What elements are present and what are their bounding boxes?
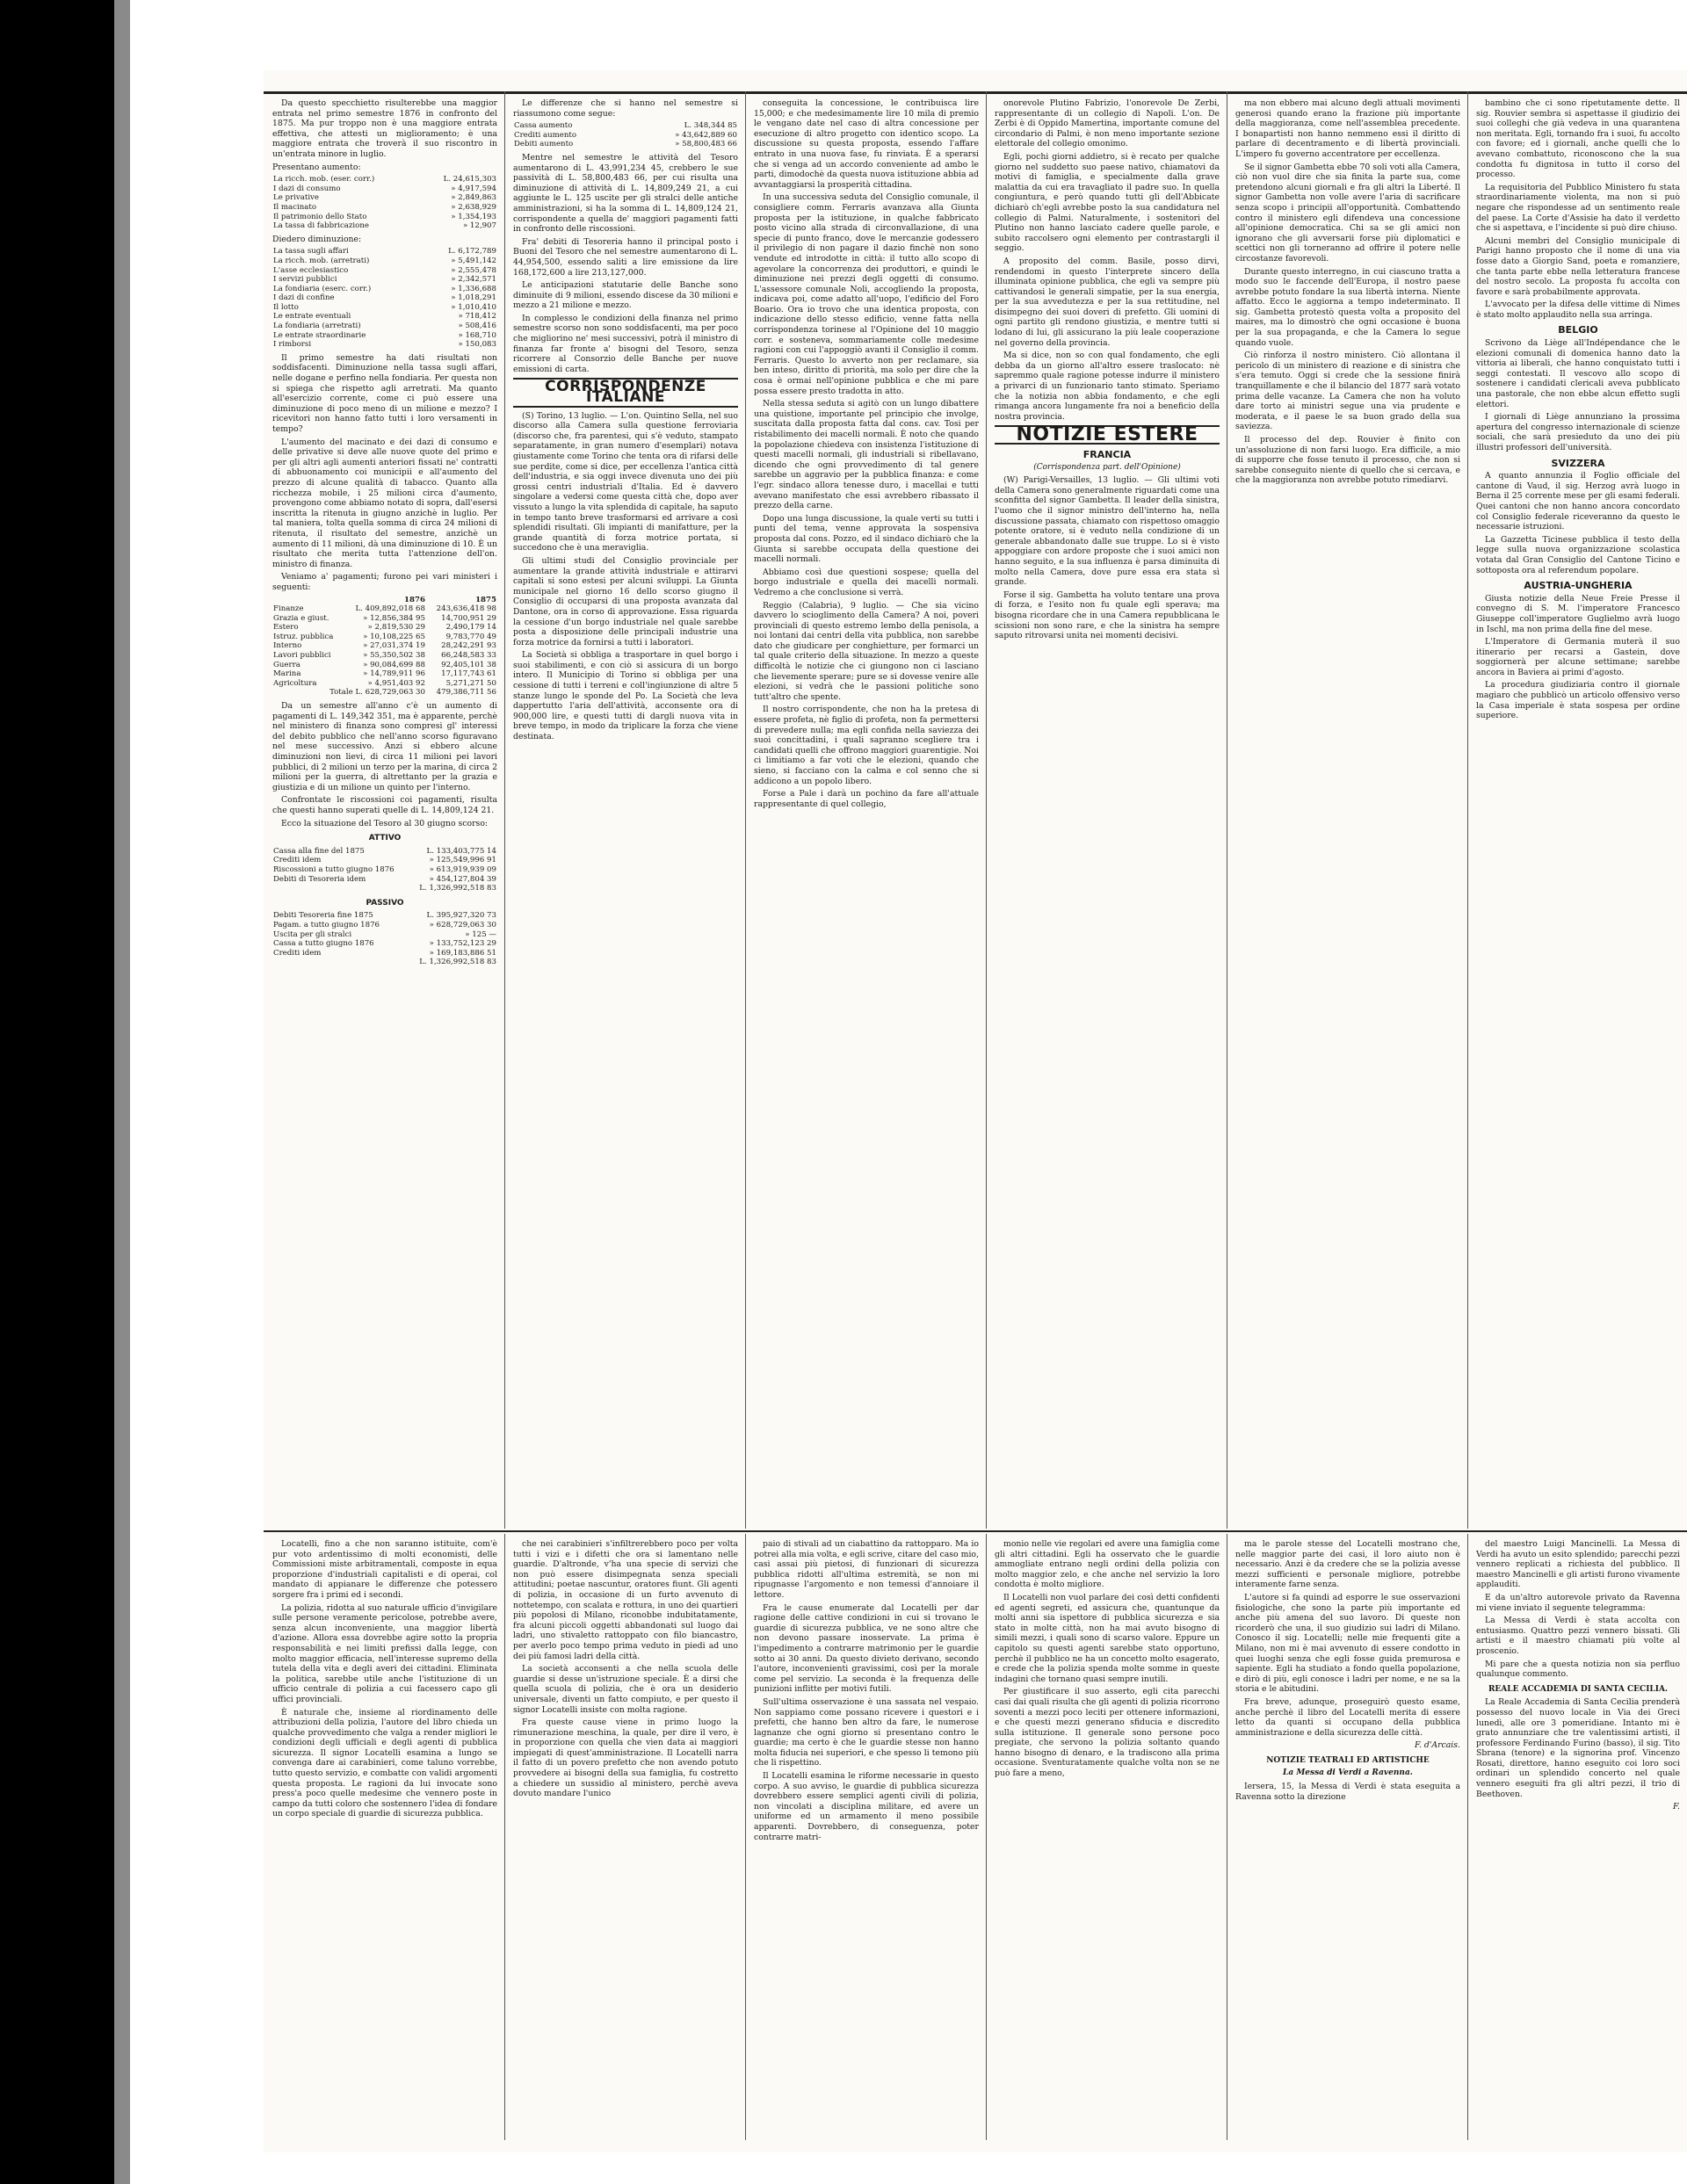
- column-separator: [504, 91, 505, 1529]
- paragraph: Il Locatelli non vuol parlare dei così detti confidenti ed agenti segreti, ed assicura che, quantunque da molti anni sia ispettore di pubblica sicurezza e sia stato in molte città, non ha mai avuto bisogno di simili mezzi, i quali sono di scarso valore. Eppure un capitolo su questi agenti sarebbe stato opportuno, perchè il pubblico ne ha un concetto molto esagerato, e crede che la polizia spenda molte somme in queste indagini che tornano quasi sempre inutili.: [995, 1592, 1220, 1684]
- paragraph: onorevole Plutino Fabrizio, l'onorevole De Zerbi, rappresentante di un collegio di Napoli. L'on. De Zerbi è di Oppido Mamertina, importante comune del circondario di Palmi, è non meno importante sezione elettorale del collegio omonimo.: [995, 98, 1220, 149]
- column-5: [1235, 98, 1460, 1522]
- paragraph: L'autore si fa quindi ad esporre le sue osservazioni fisiologiche, che sono la parte più importante ed anche più amena del suo lavoro. Di queste non ricorderò che una, il suo giudizio sui ladri di Milano. Conosco il sig. Locatelli; nelle mie frequenti gite a Milano, non mi è mai avvenuto di essere condotto in quei luoghi senza che egli fosse guida premurosa e sapiente. Egli ha studiato a fondo quella popolazione, e dirò di più, egli conosce i ladri per nome, e ne sa la storia e le abitudini.: [1235, 1592, 1460, 1695]
- author-signature: F. d'Arcais.: [1414, 1740, 1460, 1751]
- paragraph: Scrivono da Liège all'Indépendance che le elezioni comunali di domenica hanno dato la vittoria ai liberali, che hanno conquistato tutti i seggi contestati. Il vescovo allo scopo di sostenere i candidati clericali aveva pubblicato una pastorale, che non ebbe alcun effetto sugli elettori.: [1476, 338, 1680, 409]
- diminuzione-table: La tassa sugli affari L. 6,172,789 La ricch. mob. (arretrati) » 5,491,142 L'asse ecclesiastico » 2,555,478 I servizi pubblici » 2,342,571 La fondiaria (eserc. corr.) » 1,336,688 I dazi di confine » 1,018,291 Il lotto » 1,010,410 Le entrate eventuali » 718,412 La fondiaria (arretrati) » 508,416 Le entrate straordinarie » 168,710 I rimborsi » 150,083: [273, 247, 496, 350]
- attivo-table: Cassa alla fine del 1875 L. 133,403,775 14 Crediti idem » 125,549,996 91 Riscossioni a tutto giugno 1876 » 613,919,939 09 Debiti di Tesoreria idem » 454,127,804 39 L. 1,326,992,518 83: [273, 846, 496, 893]
- column-separator: [745, 91, 746, 1529]
- paragraph: Gli ultimi studi del Consiglio provinciale per aumentare la grande attività industriale e attirarvi capitali si sono estesi per alcuni sviluppi. La Giunta municipale nel giorno 16 dello scorso giugno il Consiglio di occuparsi di una proposta avanzata dal Dantone, ora in corso di approvazione. Essa riguarda la cessione d'un borgo industriale nel quale sarebbe posta a disposizione delle principali industrie una forza motrice da fornirsi a tutti i laboratori.: [513, 555, 738, 647]
- subsection-subtitle: (Corrispondenza part. dell'Opinione): [1033, 462, 1181, 472]
- passivo-table: Debiti Tesoreria fine 1875 L. 395,927,320 73 Pagam. a tutto giugno 1876 » 628,729,063 30 Uscita per gli stralci » 125 — Cassa a tutto giugno 1876 » 133,752,123 29 Crediti idem » 169,183,886 51 L. 1,326,992,518 83: [273, 911, 496, 967]
- top-rule: [264, 91, 1687, 94]
- paragraph: Le anticipazioni statutarie delle Banche sono diminuite di 9 milioni, essendo discese da 30 milioni e mezzo a 21 milione e mezzo.: [513, 280, 738, 311]
- paragraph: ma non ebbero mai alcuno degli attuali movimenti generosi quando erano la frazione più importante della maggioranza, come nell'assemblea precedente. I bonapartisti non hanno nemmeno essi il diritto di parlare di decentramento e di libertà provinciali. L'impero fu governo accentratore per eccellenza.: [1235, 98, 1460, 159]
- paragraph: Il primo semestre ha dati risultati non soddisfacenti. Diminuzione nella tassa sugli affari, nelle dogane e perfino nella fondiaria. Per questa non si spiega che rispetto agli arretrati. Ma quanto all'esercizio corrente, come ci può essere una diminuzione di poco meno di un milione e mezzo? I ricevitori non hanno fatto tutti i loro versamenti in tempo?: [272, 352, 497, 434]
- column-4: [995, 98, 1220, 1522]
- paragraph: Reggio (Calabria), 9 luglio. — Che sia vicino davvero lo scioglimento della Camera? A noi, poveri provinciali di questo estremo lembo della penisola, a noi lontani dai centri della vita pubblica, non sarebbe dato che giudicare per conghietture, per formarci un tal quale criterio della situazione. In mezzo a queste difficoltà le notizie che ci giungono non ci lasciano che lievemente sperare; pure se si dovesse venire alle elezioni, si vedrà che le passioni politiche sono tutt'altro che spente.: [754, 600, 979, 702]
- paragraph: Giusta notizie della Neue Freie Presse il convegno di S. M. l'imperatore Francesco Giuseppe coll'imperatore Guglielmo avrà luogo in Ischl, ma non prima della fine del mese.: [1476, 593, 1680, 634]
- paragraph: La polizia, ridotta al suo naturale ufficio d'invigilare sulle persone veramente pericolose, potrebbe avere, senza alcun inconveniente, una maggior libertà d'azione. Allora essa dovrebbe agire sotto la propria responsabilità e nei limiti prefissi dalla legge, con molto maggior efficacia, nell'interesse supremo della tutela della vita e degli averi dei cittadini. Eliminata la politica, sarebbe utile anche l'istituzione di un ufficio centrale di polizia a cui facessero capo gli uffici provinciali.: [272, 1602, 497, 1704]
- paragraph: La Messa di Verdi è stata accolta con entusiasmo. Quattro pezzi vennero bissati. Gli artisti e il maestro chiamati più volte al proscenio.: [1476, 1616, 1680, 1656]
- paragraph: Iersera, 15, la Messa di Verdi è stata eseguita a Ravenna sotto la direzione: [1235, 1782, 1460, 1802]
- paragraph: Le differenze che si hanno nel semestre si riassumono come segue:: [513, 98, 738, 119]
- paragraph: Egli, pochi giorni addietro, si è recato per qualche giorno nel suddetto suo paese nativo, chiamatovi da motivi di famiglia, e specialmente dalla grave malattia da cui era travagliato il padre suo. In quella congiuntura, e però quando tutti gli dell'Abbicate dichiarò ch'egli avrebbe posto la sua candidatura nel collegio di Palmi. Naturalmente, i sostenitori del Plutino non hanno lasciato cadere quelle parole, e subito raccolsero ogni elemento per contrastargli il seggio.: [995, 151, 1220, 254]
- paragraph: Da un semestre all'anno c'è un aumento di pagamenti di L. 149,342 351, ma è apparente, perchè nel ministero di finanza sono compresi gl' interessi del debito pubblico che nell'anno scorso figuravano nel mese successivo. Anzi si ebbero alcune diminuzioni non lievi, di circa 11 milioni pei lavori pubblici, di 2 milioni un terzo per la marina, di circa 2 milioni per la guerra, di altrettanto per la grazia e giustizia e di un milione un quinto per l'interno.: [272, 701, 497, 792]
- paragraph: Nella stessa seduta si agitò con un lungo dibattere una quistione, importante pel principio che involge, suscitata dalla proposta fatta dal cons. cav. Tosi per ristabilimento dei macelli normali. È noto che quando la popolazione chiedeva con insistenza l'istituzione di questi macelli normali, gli industriali si ribellavano, dicendo che ogni provvedimento di tal genere sarebbe un aggravio per la pubblica finanza: e come l'egr. sindaco allora tenesse duro, i macellai e tutti avevano manifestato che essi avrebbero ribassato il prezzo della carne.: [754, 399, 979, 511]
- subsection-title-francia: FRANCIA: [1082, 449, 1132, 460]
- passivo-heading: PASSIVO: [366, 898, 404, 908]
- paragraph: bambino che ci sono ripetutamente dette. Il sig. Rouvier sembra si aspettasse il giudizio dei suoi colleghi che già vedeva in una quarantena non meritata. Egli, tornando fra i suoi, fu accolto con favore; ed i giornali, anche quelli che lo avevano combattuto, riconoscono che la sua condotta fu dignitosa in tutto il corso del processo.: [1476, 98, 1680, 180]
- column-separator: [1467, 91, 1468, 1529]
- scan-border-stripe: [114, 0, 130, 2184]
- paragraph: In complesso le condizioni della finanza nel primo semestre scorso non sono soddisfacenti, ma per poco che migliorino ne' mesi successivi, potrà il ministro di finanza far fronte a' bisogni del Tesoro, senza ricorrere al Consorzio delle Banche per nuove emissioni di carta.: [513, 313, 738, 374]
- paragraph: Fra le cause enumerate dal Locatelli per dar ragione delle cattive condizioni in cui si trovano le guardie di sicurezza pubblica, ve ne sono altre che non devono passare inosservate. La prima è l'impedimento a contrarre matrimonio per le guardie sotto ai 30 anni. Da questo divieto derivano, secondo l'autore, inconvenienti gravissimi, così per la morale come pel servizio. La seconda è la frequenza delle punizioni inflitte per motivi futili.: [754, 1602, 979, 1695]
- column-1: [272, 98, 497, 1522]
- section-title-notizie-estere: NOTIZIE ESTERE: [995, 425, 1220, 445]
- paragraph: Alcuni membri del Consiglio municipale di Parigi hanno proposto che il nome di una via fosse dato a Giorgio Sand, poeta e romanziere, che tanta parte ebbe nella letteratura francese del nostro secolo. La proposta fu accolta con favore e sarà probabilmente approvata.: [1476, 235, 1680, 297]
- paragraph: E da un'altro autorevole privato da Ravenna mi viene inviato il seguente telegramma:: [1476, 1592, 1680, 1613]
- paragraph: Per giustificare il suo asserto, egli cita parecchi casi dai quali risulta che gli agenti di polizia ricorrono soventi a mezzi poco leciti per ottenere informazioni, e che questi mezzi generano sfiducia e discredito sulla istituzione. Il generale sono persone poco pregiate, che servono la polizia soltanto quando hanno bisogno di denaro, e la tradiscono alla prima occasione. Sventuratamente qualche volta non se ne può fare a meno,: [995, 1687, 1220, 1779]
- paragraph: Mentre nel semestre le attività del Tesoro aumentarono di L. 43,991,234 45, crebbero le sue passività di L. 58,800,483 66, per cui risulta una diminuzione di attività di L. 14,809,249 21, a cui aggiunte le L. 125 uscite per gli stralci delle antiche amministrazioni, si ha la somma di L. 14,809,124 21, corrispondente a quella de' maggiori pagamenti fatti in confronto delle riscossioni.: [513, 152, 738, 235]
- paragraph: (W) Parigi-Versailles, 13 luglio. — Gli ultimi voti della Camera sono generalmente riguardati come una sconfitta del signor Gambetta. Il leader della sinistra, l'uomo che il signor ministro dell'interno ha, nella discussione passata, chiamato con rispettoso omaggio potente oratore, si è veduto nella condizione di un generale abbandonato dalle sue truppe. Lo si è visto appoggiare con ardore proposte che i suoi amici non hanno seguito, e la sua influenza è parsa diminuita di molto nella Camera, dove pure essa era stata sì grande.: [995, 475, 1220, 588]
- paragraph: La procedura giudiziaria contro il giornale magiaro che pubblicò un articolo offensivo verso la Casa imperiale è stata sospesa per ordine superiore.: [1476, 680, 1680, 721]
- feuilleton-column-5: [1235, 1539, 1460, 2145]
- paragraph: L'avvocato per la difesa delle vittime di Nimes è stato molto applaudito nella sua arringa.: [1476, 300, 1680, 320]
- feuilleton-column-3: [754, 1539, 979, 2145]
- paragraph: L'aumento del macinato e dei dazi di consumo e delle privative si deve alle nuove quote del primo e per gli altri agli aumenti anteriori fissati ne' contratti di abbuonamento coi municipii e all'aumento del prezzo di alcune qualità di tabacco. Quanto alla ricchezza mobile, i 25 milioni circa d'aumento, provengono come abbiamo notato di sopra, dall'esersi inscritta la ritenuta in giugno anzichè in luglio. Per tal maniera, tolta quella somma di circa 24 milioni di ritenuta, il risultato del semestre, anzichè un aumento di 11 milioni, dà una diminuzione di 10. È un risultato che merita tutta l'attenzione dell'on. ministro di finanza.: [272, 437, 497, 569]
- paragraph: La Società si obbliga a trasportare in quel borgo i suoi stabilimenti, e con ciò si assicura di un borgo intero. Il Municipio di Torino si obbliga per una cessione di tutti i terreni e coll'ingiunzione di altre 5 stanze lungo le sponde del Po. La Società che leva dappertutto l'aria dell'attività, acconsente ora di 900,000 lire, e questi tutti di dargli nuova vita in breve tempo, in modo da triplicare la forza che viene destinata.: [513, 650, 738, 742]
- paragraph: In una successiva seduta del Consiglio comunale, il consigliere comm. Ferraris avanzava alla Giunta proposta per la istituzione, in qualche fabbricato posto vicino alla strada di circonvallazione, di una specie di punto franco, dove le mercanzie godessero il privilegio di non pagare il dazio finchè non sono vendute ed introdotte in città: il tutto allo scopo di agevolare la concorrenza dei produttori, e quindi le diminuzione nei prezzi degli oggetti di consumo. L'assessore comunale Noli, accogliendo la proposta, indicava poi, come adatto all'uopo, l'edificio del Foro Boario. Ora io trovo che una identica proposta, con indicazione dello stesso edificio, venne fatta nella corrispondenza torinese al l'Opinione del 10 maggio corr. e sosteneva, sommariamente colle medesime ragioni con cui l'appoggiò avanti il Consiglio il comm. Ferraris. Questo lo avverto non per reclamare, sia ben inteso, diritto di priorità, ma solo per dire che la cosa è ormai nell'opinione pubblica e che mi pare possa essere presto tradotta in atto.: [754, 192, 979, 396]
- paragraph: Confrontate le riscossioni coi pagamenti, risulta che questi hanno superati quelle di L. 14,809,124 21.: [272, 795, 497, 815]
- column-separator: [504, 1534, 505, 2140]
- feuilleton-column-2: [513, 1539, 738, 2145]
- attivo-heading: ATTIVO: [368, 834, 402, 843]
- paragraph-heading: Presentano aumento:: [272, 162, 361, 172]
- paragraph: Ma si dice, non so con qual fondamento, che egli debba da un giorno all'altro essere traslocato: nè sapremmo quale ragione potesse indurre il ministero a privarci di un funzionario tanto stimato. Speriamo che la notizia non abbia fondamento, e che egli rimanga ancora lungamente fra noi a beneficio della nostra provincia.: [995, 351, 1220, 422]
- differenze-table: Cassa aumento L. 348,344 85 Crediti aumento » 43,642,889 60 Debiti aumento » 58,800,483 66: [514, 121, 737, 149]
- paragraph: ma le parole stesse del Locatelli mostrano che, nelle maggior parte dei casi, il loro aiuto non è necessario. Anzi è da credere che se la polizia avesse mezzi sufficienti e personale migliore, potrebbe interamente farne senza.: [1235, 1539, 1460, 1590]
- paragraph: A quanto annunzia il Foglio officiale del cantone di Vaud, il sig. Herzog avrà luogo in Berna il 25 corrente mese per gli esami federali. Quei cantoni che non hanno ancora concordato col Consiglio federale riceveranno da questo le necessarie istruzioni.: [1476, 471, 1680, 532]
- paragraph: A proposito del comm. Basile, posso dirvi, rendendomi in questo l'interprete sincero della illuminata opinione pubblica, che egli va sempre più cattivandosi le generali simpatie, per la sua energia, per la sua avvedutezza e per la sua rettitudine, nel disimpegno dei suoi doveri di prefetto. Gli uomini di ogni partito gli rendono giustizia, e mentre tutti si lodano di lui, gli assicurano la più leale cooperazione nel governo della provincia.: [995, 256, 1220, 348]
- paragraph: (S) Torino, 13 luglio. — L'on. Quintino Sella, nel suo discorso alla Camera sulla questione ferroviaria (discorso che, fra parentesi, qui s'è veduto, stampato separatamente, in gran numero d'esemplari) notava giustamente come Torino che tenta ora di rifarsi delle sue perdite, come si dice, per eccellenza l'antica città dell'industria, e sia oggi invece divenuta uno dei più grossi centri industriali d'Italia. Ed è davvero singolare a vedersi come questa città che, dopo aver vissuto a lungo la vita splendida di capitale, ha saputo in tempo tanto breve trasformarsi ed arrivare a così splendidi risultati. Gli impianti di manifatture, per la grande quantità di forza motrice portata, si succedono che è una meraviglia.: [513, 410, 738, 553]
- paragraph: L'Imperatore di Germania muterà il suo itinerario per recarsi a Gastein, dove soggiornerà per alcune settimane; sarebbe ancora in Baviera ai primi d'agosto.: [1476, 637, 1680, 677]
- paragraph: Fra breve, adunque, proseguirò questo esame, anche perchè il libro del Locatelli merita di essere letto da quanti si occupano della pubblica amministrazione e della sicurezza delle città.: [1235, 1696, 1460, 1738]
- paragraph: che nei carabinieri s'infiltrerebbero poco per volta tutti i vizi e i difetti che ora si lamentano nelle guardie. D'altronde, v'ha una specie di servizi che non può essere disimpegnata senza speciali attitudini; poetae nascuntur, oratores fiunt. Gli agenti di polizia, in occasione di un furto avvenuto di nottetempo, con scalata e rottura, in uno dei quartieri più popolosi di Milano, riconobbe indubitatamente, fra alcuni piccoli oggetti abbandonati sul luogo dai ladri, uno stivaletto rattoppato con filo biancastro, per averlo poco tempo prima veduto in piedi ad uno dei più famosi ladri della città.: [513, 1539, 738, 1661]
- column-2: [513, 98, 738, 1522]
- author-signature: F.: [1673, 1802, 1680, 1812]
- paragraph: monio nelle vie regolari ed avere una famiglia come gli altri cittadini. Egli ha osservato che le guardie ammogliate entrano negli ordini della polizia con molto maggior zelo, e che anche nel servizio la loro condotta è molto migliore.: [995, 1539, 1220, 1590]
- paragraph: del maestro Luigi Mancinelli. La Messa di Verdi ha avuto un esito splendido; parecchi pezzi vennero replicati a richiesta del pubblico. Il maestro Mancinelli e gli artisti furono vivamente applauditi.: [1476, 1539, 1680, 1590]
- feuilleton-column-1: [272, 1539, 497, 2145]
- paragraph: Da questo specchietto risulterebbe una maggior entrata nel primo semestre 1876 in confronto del 1875. Ma pur troppo non è una maggiore entrata effettiva, che attesti un miglioramento; è una maggiore entrata che troverà il suo riscontro in un'entrata minore in luglio.: [272, 98, 497, 159]
- paragraph: paio di stivali ad un ciabattino da rattopparo. Ma io potrei alla mia volta, e egli scrive, citare del caso mio, casi assai più pietosi, di funzionari di sicurezza pubblica ridotti all'ultima estremità, se non mi ripugnasse l'argomento e non temessi d'annoiare il lettore.: [754, 1539, 979, 1600]
- paragraph: La requisitoria del Pubblico Ministero fu stata straordinariamente violenta, ma non si può negare che rispondesse ad un sentimento reale del paese. La Corte d'Assisie ha dato il verdetto che si aspettava, e l'incidente si può dire chiuso.: [1476, 182, 1680, 234]
- paragraph: La società acconsenti a che nella scuola delle guardie si desse un'istruzione speciale. È a dirsi che quella scuola di polizia, che è ora un desiderio universale, diventi un fatto compiuto, e per questo il signor Locatelli insiste con molta ragione.: [513, 1664, 738, 1715]
- paragraph: Abbiamo così due questioni sospese; quella del borgo industriale e quella dei macelli normali. Vedremo a che conclusione si verrà.: [754, 567, 979, 597]
- paragraph: La Reale Accademia di Santa Cecilia prenderà possesso del nuovo locale in Via dei Greci lunedì, alle ore 3 pomeridiane. Intanto mi è grato annunziare che tre valentissimi artisti, il professore Ferdinando Furino (basso), il sig. Tito Sbrana (tenore) e la signorina prof. Vincenzo Rosati, direttore, hanno eseguito coi loro soci ordinari un splendido concerto nel quale vennero eseguiti fra gli altri pezzi, il trio di Beethoven.: [1476, 1697, 1680, 1799]
- column-separator: [1467, 1534, 1468, 2140]
- column-3: [754, 98, 979, 1522]
- paragraph: È naturale che, insieme al riordinamento delle attribuzioni della polizia, l'autore del libro chieda un qualche provvedimento che valga a render migliori le condizioni degli ufficiali e degli agenti di pubblica sicurezza. Il signor Locatelli esamina a lungo se convenga dare ai carabinieri, come taluno vorrebbe, tutto questo servizio, e combatte con validi argomenti questa proposta. Le ragioni da lui invocate sono press'a poco quelle medesime che vennero poste in campo da tutti coloro che sostennero l'idea di fondare un corpo speciale di guardie di sicurezza pubblica.: [272, 1707, 497, 1819]
- paragraph-heading: Diedero diminuzione:: [272, 234, 362, 244]
- subsection-title-belgio: BELGIO: [1558, 324, 1598, 336]
- paragraph: Il nostro corrispondente, che non ha la pretesa di essere profeta, nè figlio di profeta, non fa permettersi di prevedere nulla; ma egli confida nella saviezza dei suoi concittadini, i quali sapranno scegliere tra i candidati quelli che offrono maggiori guarentigie. Noi ci limitiamo a far voti che le elezioni, quando che sieno, si facciano con la calma e col senno che si addicono a un popolo libero.: [754, 705, 979, 786]
- paragraph: conseguita la concessione, le contribuisca lire 15,000; e che medesimamente lire 10 mila di premio le vengano date nel caso di altra concessione per esecuzione di altro progetto con identico scopo. La discussione su questa proposta, essendo l'affare entrato in una nuova fase, fu rinviata. È a sperarsi che si venga ad un accordo conveniente ad ambo le parti, dimodochè da questa nuova istituzione abbia ad avvantaggiarsi la prosperità cittadina.: [754, 98, 979, 190]
- subsection-title-svizzera: SVIZZERA: [1551, 457, 1605, 469]
- paragraph: Locatelli, fino a che non saranno istituite, com'è pur voto ardentissimo di molti economisti, delle Commissioni miste arbitramentali, composte in equa proporzione d'industriali capitalisti e di operai, col mandato di appianare le differenze che potessero sorgere fra i primi ed i secondi.: [272, 1539, 497, 1600]
- column-separator: [986, 91, 987, 1529]
- paragraph: Il processo del dep. Rouvier è finito con un'assoluzione di non farsi luogo. Era difficile, a mio di supporre che fosse tenuto il processo, che non si sarebbe conseguito niente di quello che si cercava, e che la maggioranza non avrebbe potuto rimediarvi.: [1235, 435, 1460, 486]
- paragraph: Forse il sig. Gambetta ha voluto tentare una prova di forza, e l'esito non fu quale egli sperava; ma bisogna ricordare che in una Camera repubblicana le scissioni non sono rare, e che la sinistra ha sempre saputo ritrovarsi unita nei momenti decisivi.: [995, 589, 1220, 641]
- section-title-teatrali: NOTIZIE TEATRALI ED ARTISTICHE: [1266, 1755, 1430, 1765]
- aumento-table: La ricch. mob. (eser. corr.) L. 24,615,303 I dazi di consumo » 4,917,594 Le privative » 2,849,863 Il macinato » 2,638,929 Il patrimonio dello Stato » 1,354,193 La tassa di fabbricazione » 12,907: [273, 175, 496, 231]
- column-6: [1476, 98, 1680, 1522]
- column-separator: [745, 1534, 746, 2140]
- feuilleton-rule: [264, 1530, 1687, 1532]
- paragraph: La Gazzetta Ticinese pubblica il testo della legge sulla nuova organizzazione scolastica votata dal Gran Consiglio del Cantone Ticino e sottoposta ora al referendum popolare.: [1476, 534, 1680, 575]
- paragraph: Ecco la situazione del Tesoro al 30 giugno scorso:: [281, 818, 489, 828]
- paragraph: Il Locatelli esamina le riforme necessarie in questo corpo. A suo avviso, le guardie di pubblica sicurezza dovrebbero essere semplici agenti civili di polizia, non vincolati a disciplina militare, ed avere un uniforme ed un armamento il meno possibile apparenti. Dovrebbero, di conseguenza, poter contrarre matri-: [754, 1771, 979, 1842]
- scan-border-left: [0, 0, 114, 2184]
- paragraph: Durante questo interregno, in cui ciascuno tratta a modo suo le faccende dell'Europa, il nostro paese avrebbe potuto fondare la sua libertà interna. Niente affatto. Ecco le aggiorna a tempo indeterminato. Il sig. Gambetta protestò questa volta a proposito del maires, ma lo dimostrò che ogni occasione è buona per la sua propaganda, e che la Camera lo segue quando vuole.: [1235, 266, 1460, 348]
- paragraph: Dopo una lunga discussione, la quale verti su tutti i punti del tema, venne approvata la sospensiva proposta dal cons. Pozzo, ed il sindaco dichiarò che la Giunta si sarebbe occupata della questione dei macelli normali.: [754, 513, 979, 565]
- paragraph: Fra queste cause viene in primo luogo la rimunerazione meschina, la quale, per dire il vero, è in proporzione con quella che vien data ai maggiori impiegati di quest'amministrazione. Il Locatelli narra il fatto di un povero prefetto che non avendo potuto provvedere ai bisogni della sua famiglia, fu costretto a chiedere un sussidio al ministero, perchè aveva dovuto mandare l'unico: [513, 1718, 738, 1799]
- paragraph: Forse a Pale i darà un pochino da fare all'attuale rappresentante di quel collegio,: [754, 789, 979, 809]
- feuilleton-column-6: [1476, 1539, 1680, 2145]
- ministeri-table: 1876 1875 Finanze L. 409,892,018 68 243,636,418 98 Grazia e giust. » 12,856,384 95 14,700,951 29 Estero » 2,819,530 29 2,490,179 14 Istruz. pubblica » 10,108,225 65 9,783,770 49 Interno » 27,031,374 19 28,242,291 93 Lavori pubblici » 55,350,502 38 66,248,583 33 Guerra » 90,084,699 88 92,405,101 38 Marina » 14,789,911 96 17,117,743 61 Agricoltura » 4,951,403 92 5,271,271 50 Totale L. 628,729,063 30 479,386,711 56: [273, 595, 496, 698]
- feuilleton-column-4: [995, 1539, 1220, 2145]
- paragraph: Se il signor Gambetta ebbe 70 soli voti alla Camera, ciò non vuol dire che sia finita la parte sua, come pretendono alcuni giornali e fra gli altri la Liberté. Il signor Gambetta non volle avere l'aria di sacrificare senza scopo i principii all'opportunità. Combattendo contro il ministero egli difendeva una concessione all'opinione democratica. Chi sa se gli amici non ignorano che gli avversarii forse più diplomatici e scettici non gli torneranno ad offrire il potere nelle circostanze favorevoli.: [1235, 162, 1460, 264]
- subsection-title-austria: AUSTRIA-UNGHERIA: [1524, 580, 1633, 592]
- section-title-accademia: REALE ACCADEMIA DI SANTA CECILIA.: [1488, 1684, 1669, 1694]
- column-separator: [986, 1534, 987, 2140]
- paragraph: Sull'ultima osservazione è una sassata nel vespaio. Non sappiamo come possano ricevere i questori e i prefetti, che hanno ben altro da fare, le numerose lagnanze che ogni giorno si presentano contro le guardie; ma certo è che le guardie stesse non hanno molta fiducia nei superiori, e che spesso li temono più che li rispettino.: [754, 1696, 979, 1768]
- subsection-title-messa: La Messa di Verdi a Ravenna.: [1283, 1768, 1413, 1778]
- paragraph: Fra' debiti di Tesoreria hanno il principal posto i Buoni del Tesoro che nel semestre aumentarono di L. 44,954,500, essendo saliti a lire emissione da lire 168,172,600 a lire 213,127,000.: [513, 236, 738, 278]
- paragraph: Veniamo a' pagamenti; furono pei vari ministeri i seguenti:: [272, 572, 497, 592]
- paragraph: I giornali di Liège annunziano la prossima apertura del congresso internazionale di scienze sociali, che sarà presieduto da uno dei più illustri professori dell'università.: [1476, 412, 1680, 452]
- paragraph: Mi pare che a questa notizia non sia perfluo qualunque commento.: [1476, 1659, 1680, 1680]
- section-title-corrispondenze: CORRISPONDENZE ITALIANE: [513, 378, 738, 407]
- paragraph: Ciò rinforza il nostro ministero. Ciò allontana il pericolo di un ministero di reazione e di sinistra che s'era temuto. Oggi si crede che la sessione finirà tranquillamente e che il bilancio del 1877 sarà votato prima delle vacanze. La Camera che non ha voluto dare torto ai ministri segue una via prudente e moderata, e il paese le sa buon grado della sua saviezza.: [1235, 351, 1460, 432]
